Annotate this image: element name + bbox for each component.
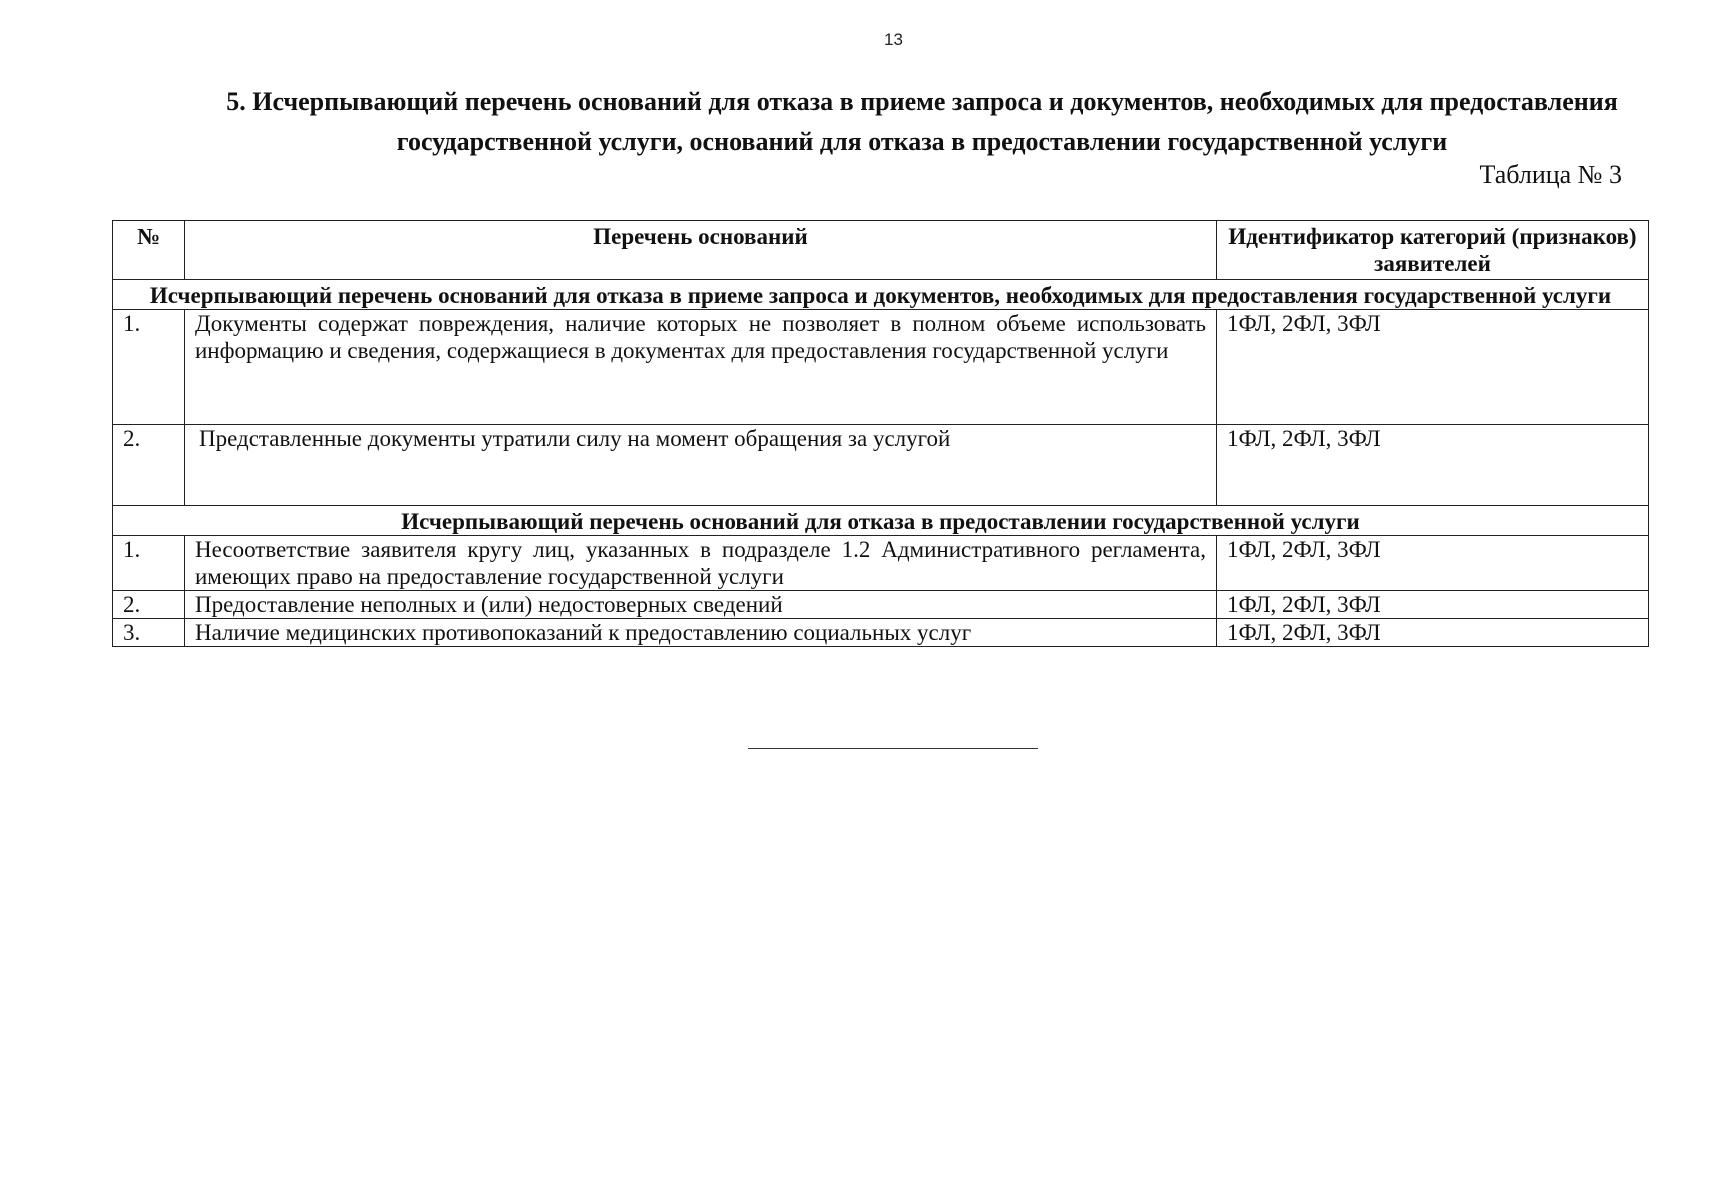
table-caption: Таблица № 3: [1479, 160, 1622, 189]
page-number: 13: [884, 30, 903, 49]
row-category: 1ФЛ, 2ФЛ, 3ФЛ: [1217, 425, 1649, 506]
group-heading: Исчерпывающий перечень оснований для отказа в приеме запроса и документов, необходимых для предоставления государственной услуги: [113, 280, 1649, 310]
header-category: Идентификатор категорий (признаков) заявителей: [1217, 221, 1649, 280]
row-category: 1ФЛ, 2ФЛ, 3ФЛ: [1217, 310, 1649, 425]
row-number: 1.: [113, 310, 185, 425]
section-title: 5. Исчерпывающий перечень оснований для отказа в приеме запроса и документов, необходимых для предоставления государственной услуги, оснований для отказа в предоставлении государственной услуги: [226, 87, 1618, 156]
row-basis: Представленные документы утратили силу на момент обращения за услугой: [185, 425, 1217, 506]
row-category: 1ФЛ, 2ФЛ, 3ФЛ: [1217, 619, 1649, 647]
row-basis: Наличие медицинских противопоказаний к предоставлению социальных услуг: [185, 619, 1217, 647]
table-row: [113, 619, 1649, 647]
header-num: №: [113, 221, 185, 280]
row-number: 2.: [113, 591, 185, 619]
row-number: 2.: [113, 425, 185, 506]
group-heading: Исчерпывающий перечень оснований для отказа в предоставлении государственной услуги: [113, 506, 1649, 536]
row-category: 1ФЛ, 2ФЛ, 3ФЛ: [1217, 536, 1649, 591]
row-basis: Документы содержат повреждения, наличие которых не позволяет в полном объеме использовать информацию и сведения, содержащиеся в документах для предоставления государственной услуги: [185, 310, 1217, 425]
closing-rule: [748, 748, 1038, 749]
table-row: [113, 425, 1649, 506]
table-header-row: [113, 221, 1649, 280]
row-basis: Несоответствие заявителя кругу лиц, указанных в подразделе 1.2 Административного регламента, имеющих право на предоставление государственной услуги: [185, 536, 1217, 591]
group-heading-row: [113, 506, 1649, 536]
row-number: 3.: [113, 619, 185, 647]
group-heading-row: [113, 280, 1649, 310]
header-basis: Перечень оснований: [185, 221, 1217, 280]
row-basis: Предоставление неполных и (или) недостоверных сведений: [185, 591, 1217, 619]
table-row: [113, 591, 1649, 619]
row-number: 1.: [113, 536, 185, 591]
table-row: [113, 536, 1649, 591]
table-row: [113, 310, 1649, 425]
row-category: 1ФЛ, 2ФЛ, 3ФЛ: [1217, 591, 1649, 619]
grounds-table: [112, 220, 1649, 647]
